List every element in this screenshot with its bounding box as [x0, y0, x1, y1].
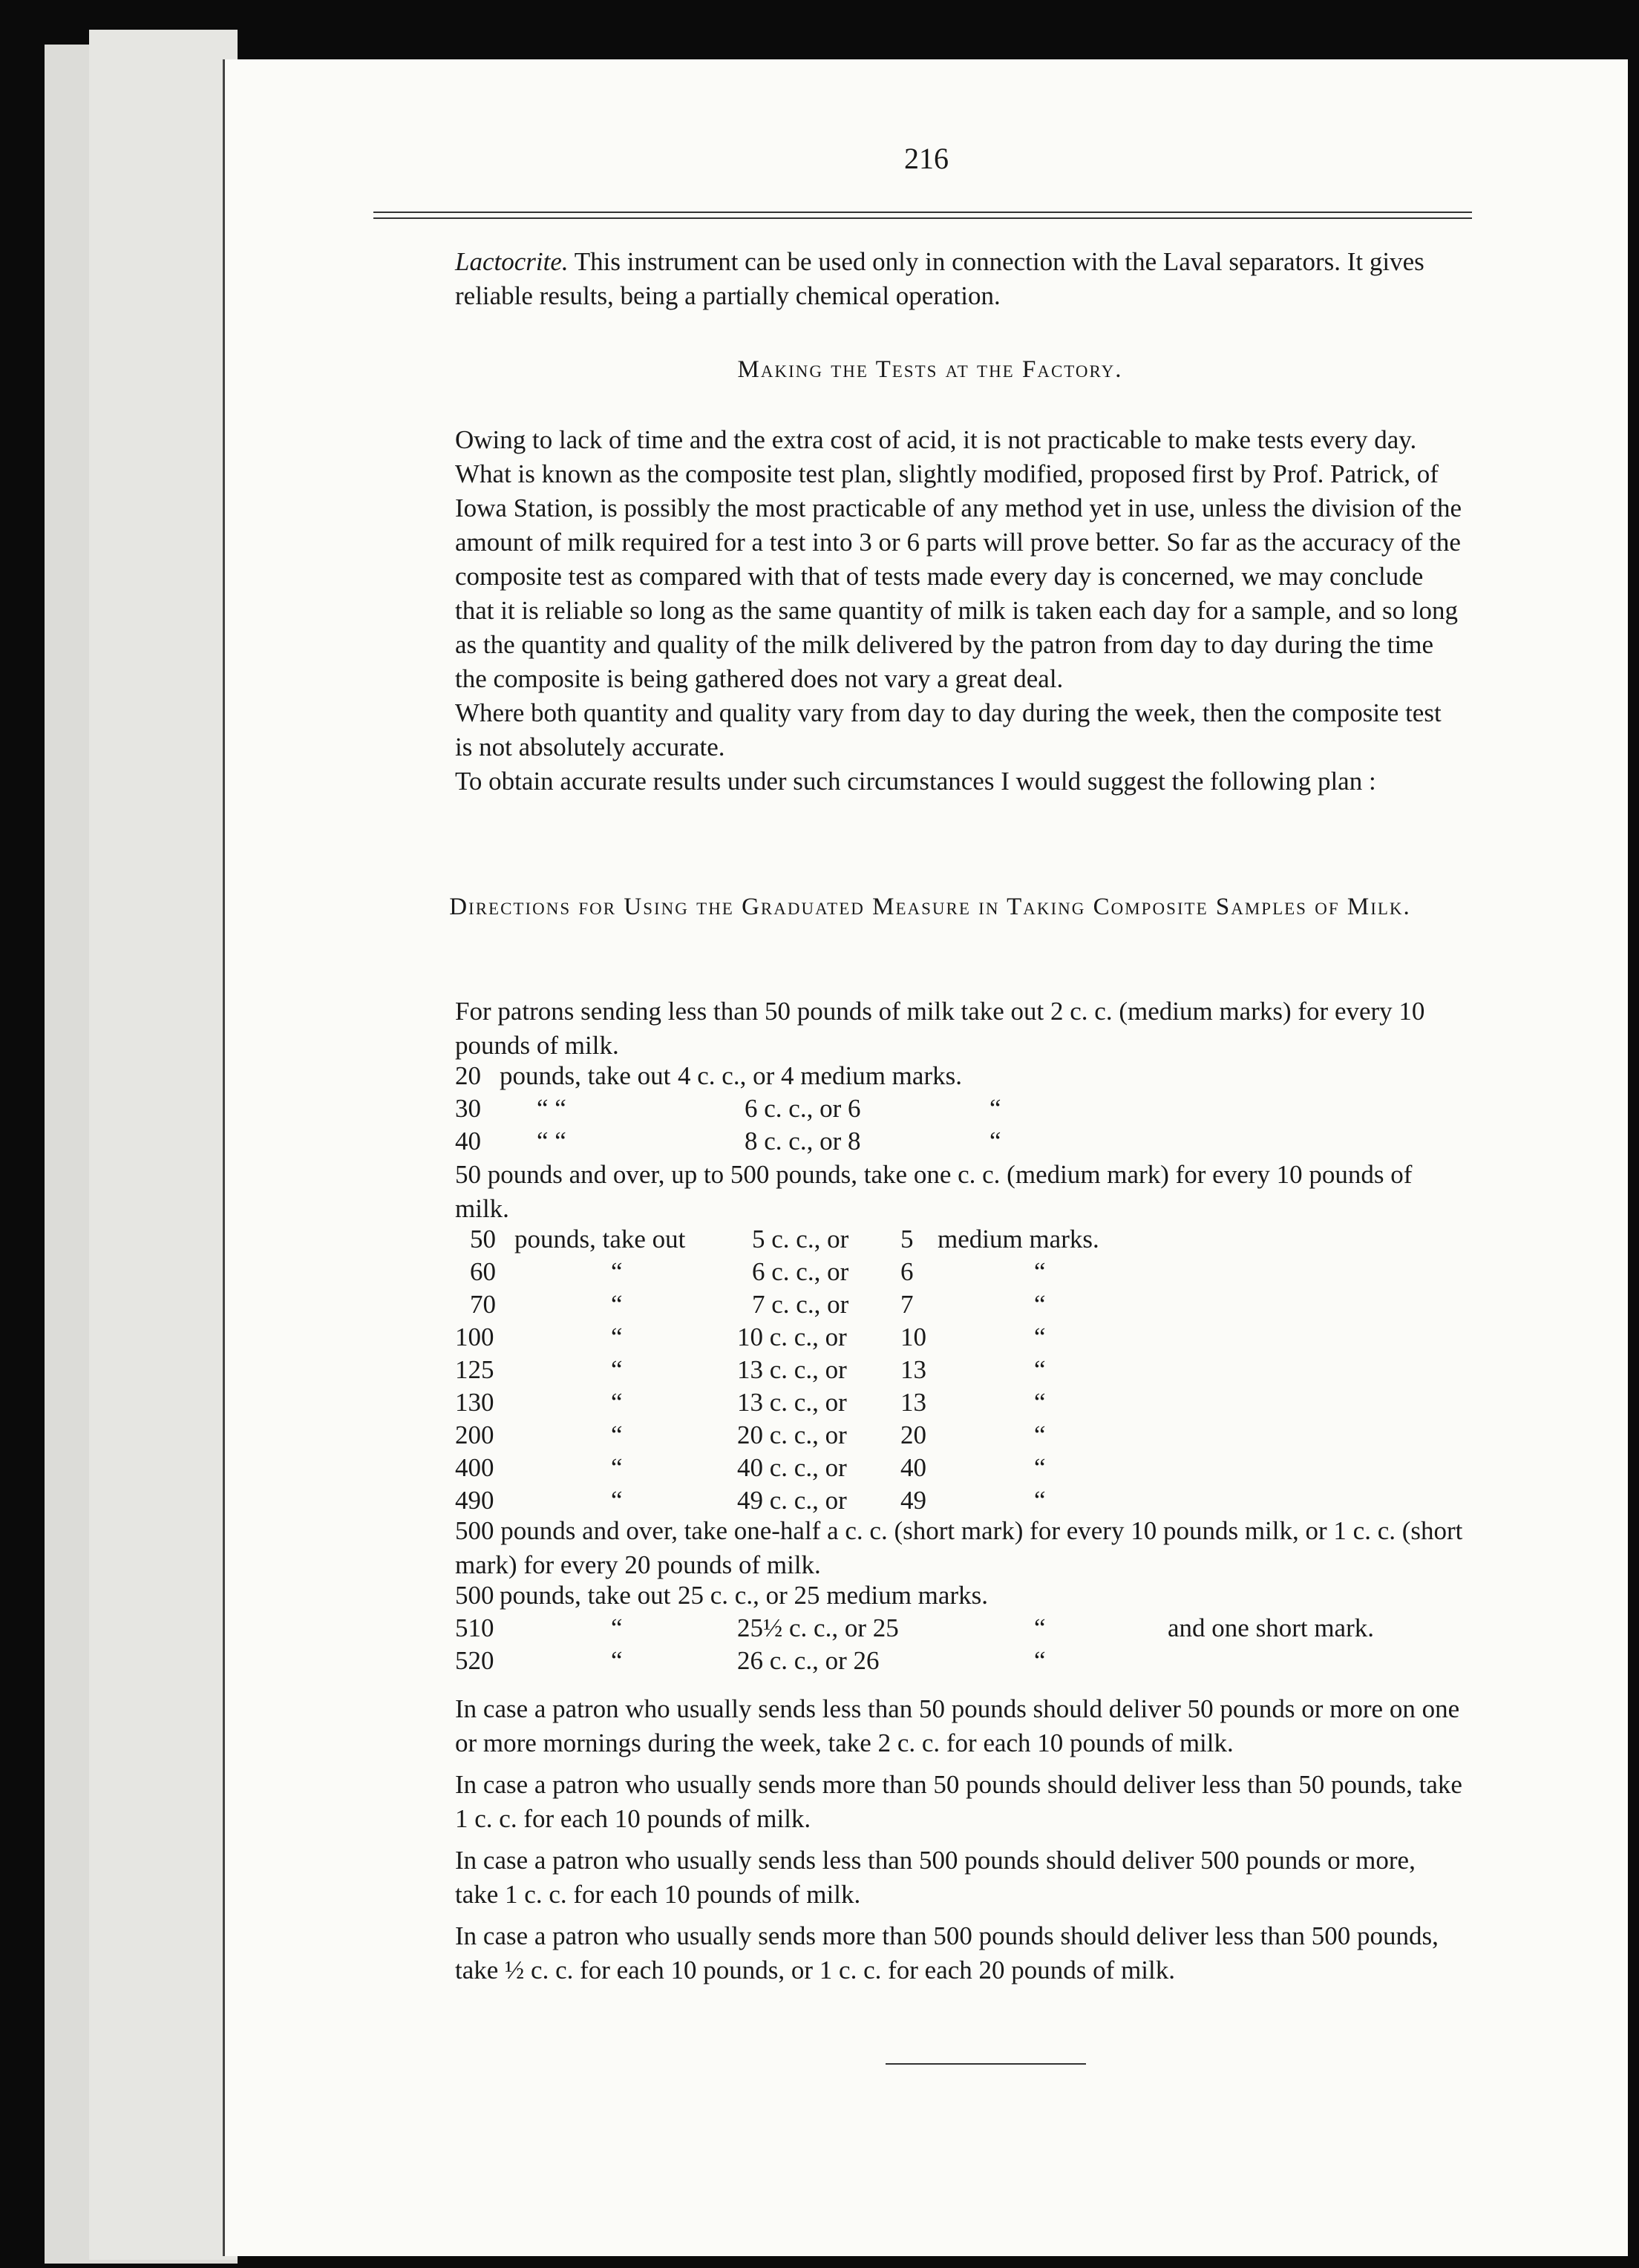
table-row: 520 “ 26 c. c., or 26 “: [455, 1646, 1046, 1675]
intro-term: Lactocrite.: [455, 247, 569, 276]
section-heading-tests: Making the Tests at the Factory.: [737, 356, 1123, 383]
section-paragraphs: [396, 423, 1465, 799]
table-under-50: [455, 1061, 1197, 1159]
table-50-to-500: [455, 1225, 1272, 1518]
table-row: 490 “ 49 c. c., or 49 “: [455, 1486, 1046, 1515]
intro-text: This instrument can be used only in connection with the Laval separators. It gives reliable results, being a partially chemical operation.: [455, 247, 1424, 310]
closing-paragraph-4: In case a patron who usually sends more than 500 pounds should deliver less than 500 pounds, take ½ c. c. for each 10 pounds, or 1 c. c. for each 20 pounds of milk.: [455, 1921, 1439, 1984]
table-row: 50 pounds, take out 5 c. c., or 5 medium marks.: [470, 1225, 1099, 1253]
table-row: 200 “ 20 c. c., or 20 “: [455, 1420, 1046, 1449]
paragraph-obtain: To obtain accurate results under such circumstances I would suggest the following plan :: [455, 767, 1376, 796]
section-heading-directions: Directions for Using the Graduated Measure in Taking Composite Samples of Milk.: [449, 894, 1411, 920]
table-row: 400 “ 40 c. c., or 40 “: [455, 1453, 1046, 1482]
table-row: 30 “ “ 6 c. c., or 6 “: [455, 1094, 1001, 1123]
table-row: 40 “ “ 8 c. c., or 8 “: [455, 1127, 1001, 1156]
paragraph-where: Where both quantity and quality vary from day to day during the week, then the composite test is not absolutely accurate.: [455, 698, 1442, 761]
closing-paragraph-3: In case a patron who usually sends less than 500 pounds should deliver 500 pounds or more, take 1 c. c. for each 10 pounds of milk.: [455, 1846, 1416, 1909]
rule-under-50: For patrons sending less than 50 pounds of milk take out 2 c. c. (medium marks) for every 10 pounds of milk.: [455, 997, 1425, 1060]
document-page: [223, 59, 1628, 2256]
header-rule-top: [373, 212, 1472, 213]
page-stack-edge-2: [89, 30, 238, 2260]
rule-over-500: 500 pounds and over, take one-half a c. c. (short mark) for every 10 pounds milk, or 1 c. c. (short mark) for every 20 pounds of milk.: [455, 1516, 1463, 1579]
footer-rule: [886, 2063, 1086, 2065]
closing-paragraph-2: In case a patron who usually sends more than 50 pounds should deliver less than 50 pounds, take 1 c. c. for each 10 pounds of milk.: [455, 1770, 1462, 1833]
table-over-500: [455, 1581, 1494, 1679]
table-row: 100 “ 10 c. c., or 10 “: [455, 1323, 1046, 1351]
table-row: 130 “ 13 c. c., or 13 “: [455, 1388, 1046, 1417]
rule-50-to-500: 50 pounds and over, up to 500 pounds, take one c. c. (medium mark) for every 10 pounds of milk.: [455, 1160, 1413, 1223]
paragraph-owing: Owing to lack of time and the extra cost of acid, it is not practicable to make tests every day. What is known as the composite test plan, slightly modified, proposed first by Prof. Patrick, of Iowa Station, is possibly the most practicable of any method yet in use, unless the division of the amount of milk required for a test into 3 or 6 parts will prove better. So far as the accuracy of the composite test as compared with that of tests made every day is concerned, we may conclude that it is reliable so long as the same quantity of milk is taken each day for a sample, and so long as the quantity and quality of the milk delivered by the patron from day to day during the time the composite is being gathered does not vary a great deal.: [455, 425, 1462, 693]
closing-paragraphs: [396, 1692, 1465, 1987]
table-row: 510 “ 25½ c. c., or 25 “ and one short mark.: [455, 1613, 1374, 1642]
table-row: 60 “ 6 c. c., or 6 “: [470, 1257, 1046, 1286]
header-rule-bottom: [373, 217, 1472, 219]
page-number: 216: [904, 142, 949, 175]
closing-paragraph-1: In case a patron who usually sends less than 50 pounds should deliver 50 pounds or more on one or more mornings during the week, take 2 c. c. for each 10 pounds of milk.: [455, 1694, 1460, 1757]
intro-paragraph: [396, 245, 1465, 313]
table-row: 125 “ 13 c. c., or 13 “: [455, 1355, 1046, 1384]
table-row: 20 pounds, take out 4 c. c., or 4 medium marks.: [455, 1061, 962, 1090]
table-row: 500 pounds, take out 25 c. c., or 25 medium marks.: [455, 1581, 988, 1610]
table-row: 70 “ 7 c. c., or 7 “: [470, 1290, 1046, 1319]
